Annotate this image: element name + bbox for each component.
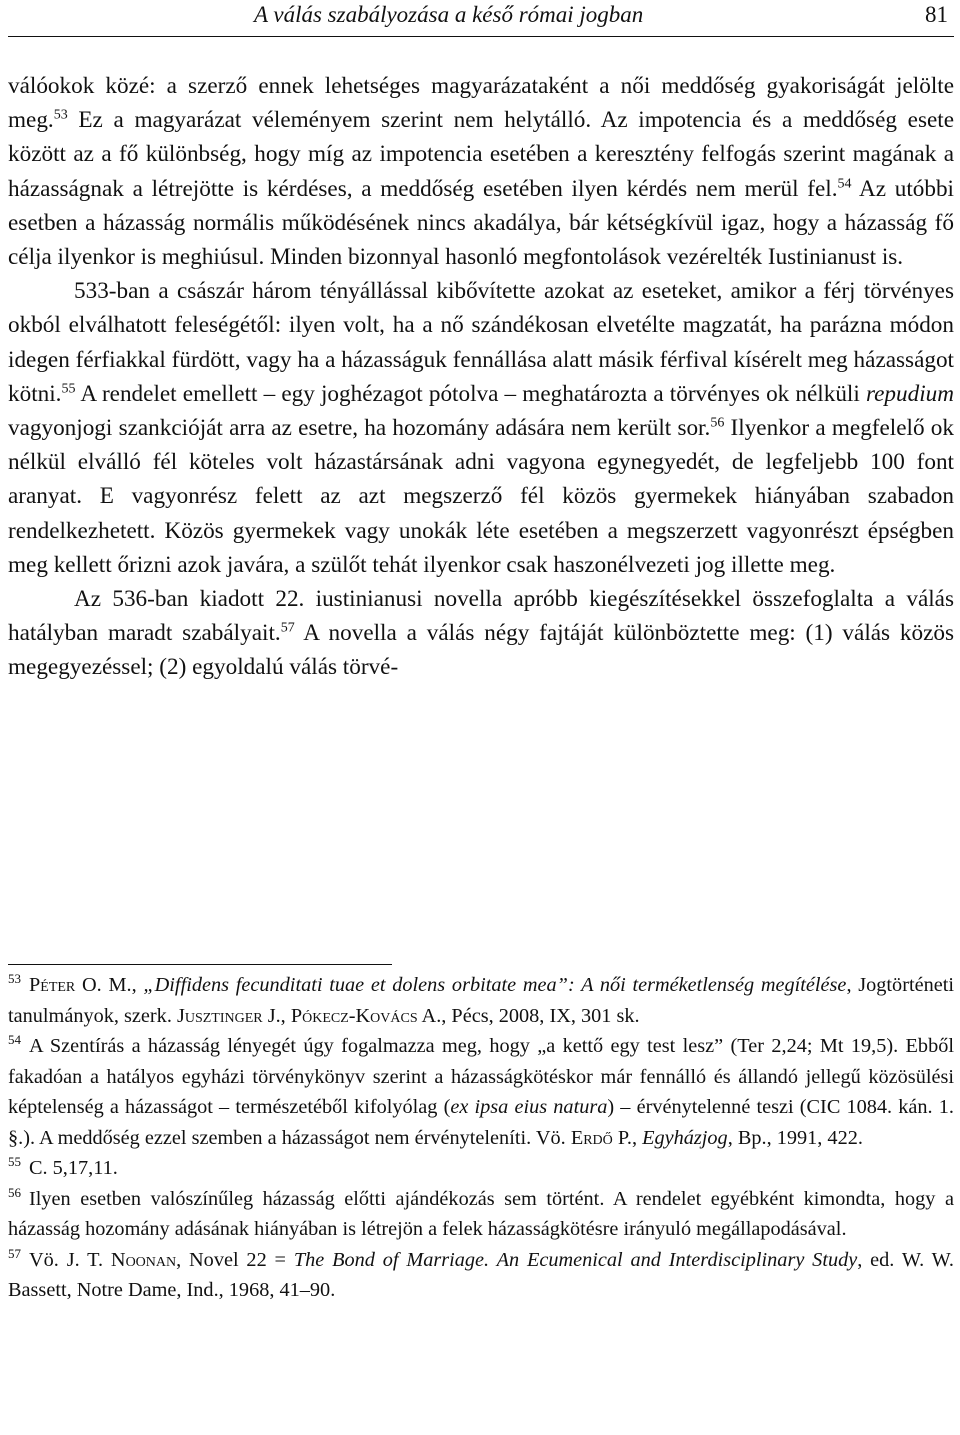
footnote-separator bbox=[8, 964, 392, 965]
footnote-ref-53[interactable]: 53 bbox=[53, 107, 68, 123]
header-rule bbox=[8, 36, 954, 37]
footnote-54: $^{54}$ A Szentírás a házasság lényegét úgy fogalmazza meg, hogy „a kettő egy test lesz” (Ter 2,24; Mt 19,5). Ebből fakadóan a hatályos egyházi törvénykönyv szerint a házasságkötéskor már fennálló és állandó jellegű közösülési képtelenség a házasságot – természetéből kifolyólag (ex ipsa eius natura) – érvénytelenné teszi (CIC 1084. kán. 1. §.). A meddőség ezzel szemben a házasságot nem érvényteleníti. Vö. Erdő P., Egyházjog, Bp., 1991, 422. bbox=[8, 1032, 954, 1149]
italic-term: repudium bbox=[865, 380, 954, 407]
footnote-number: 53 bbox=[8, 971, 21, 987]
footnote-number: 57 bbox=[8, 1245, 21, 1261]
paragraph-3: Az 536-ban kiadott 22. iustinianusi novella apróbb kiegészítésekkel összefoglalta a válás hatályban maradt szabályait.$^{57}$ A novella a válás négy fajtáját különböztette meg: (1) válás közös megegyezéssel; (2) egyoldalú válás törvé- bbox=[8, 586, 955, 681]
footnotes bbox=[8, 970, 954, 1306]
running-title: A válás szabályozása a késő római jogban bbox=[254, 2, 644, 27]
footnote-55: $^{55}$ C. 5,17,11. bbox=[8, 1154, 118, 1179]
footnote-56: $^{56}$ Ilyen esetben valószínűleg házasság előtti ajándékozás sem történt. A rendelet egyébként kimondta, hogy a házasság hozomány adásának hiányában is létrejön a felek házasságkötésre irányuló megállapodásával. bbox=[8, 1184, 954, 1240]
page-number: 81 bbox=[925, 2, 948, 27]
footnote-ref-57[interactable]: 57 bbox=[280, 620, 295, 636]
main-text bbox=[8, 69, 954, 685]
paragraph-1: válóokok közé: a szerző ennek lehetséges magyarázataként a női meddőség gyakoriságát jelölte meg.$^{53}$ Ez a magyarázat véleményem szerint nem helytálló. Az impotencia és a meddőség esete között az a fő különbség, hogy míg az impotencia esetében a keresztény felfogás szerint magának a házasságnak a létrejötte is kérdéses, a meddőség esetében ilyen kérdés nem merül fel.$^{54}$ Az utóbbi esetben a házasság normális működésének nincs akadálya, bár kétségkívül igaz, hogy a házasság fő célja ilyenkor is meghiúsul. Minden bizonnyal hasonló megfontolások vezérelték Iustinianust is. bbox=[8, 73, 954, 271]
running-header bbox=[8, 0, 954, 30]
footnote-number: 56 bbox=[8, 1184, 21, 1200]
footnote-ref-54[interactable]: 54 bbox=[837, 175, 852, 191]
footnote-number: 55 bbox=[8, 1154, 21, 1170]
footnote-53: $^{53}$ Péter O. M., „Diffidens fecunditati tuae et dolens orbitate mea”: A női terméketlenség megítélése, Jogtörténeti tanulmányok, szerk. Jusztinger J., Pókecz-Kovács A., Pécs, 2008, IX, 301 sk. bbox=[8, 971, 954, 1027]
footnote-ref-56[interactable]: 56 bbox=[710, 415, 725, 431]
footnote-57: $^{57}$ Vö. J. T. Noonan, Novel 22 = The Bond of Marriage. An Ecumenical and Interdisciplinary Study, ed. W. W. Bassett, Notre Dame, Ind., 1968, 41–90. bbox=[8, 1245, 954, 1301]
footnote-number: 54 bbox=[8, 1032, 21, 1048]
document-page bbox=[8, 0, 955, 1301]
footnote-ref-55[interactable]: 55 bbox=[61, 381, 76, 397]
paragraph-2: 533-ban a császár három tényállással kibővítette azokat az eseteket, amikor a férj törvényes okból elválhatott feleségétől: ilyen volt, ha a nő szándékosan elvetélte magzatát, ha parázna módon idegen férfiakkal fürdött, vagy ha a házasságuk fennállása alatt másik férfival kísérelt meg házasságot kötni.$^{55}$ A rendelet emellett – egy joghézagot pótolva – meghatározta a törvényes ok nélküli repudium vagyonjogi szankcióját arra az esetre, ha hozomány adására nem került sor.$^{56}$ Ilyenkor a megfelelő ok nélkül elválló fél köteles volt házastársának adni vagyona egynegyedét, de legfeljebb 100 font aranyat. E vagyonrész felett az azt megszerző fél közös gyermekek hiányában szabadon rendelkezhetett. Közös gyermekek vagy unokák léte esetében a megszerzett vagyonrészt épségben meg kellett őrizni azok javára, a szülőt tehát ilyenkor csak haszonélvezeti jog illette meg. bbox=[8, 278, 954, 578]
